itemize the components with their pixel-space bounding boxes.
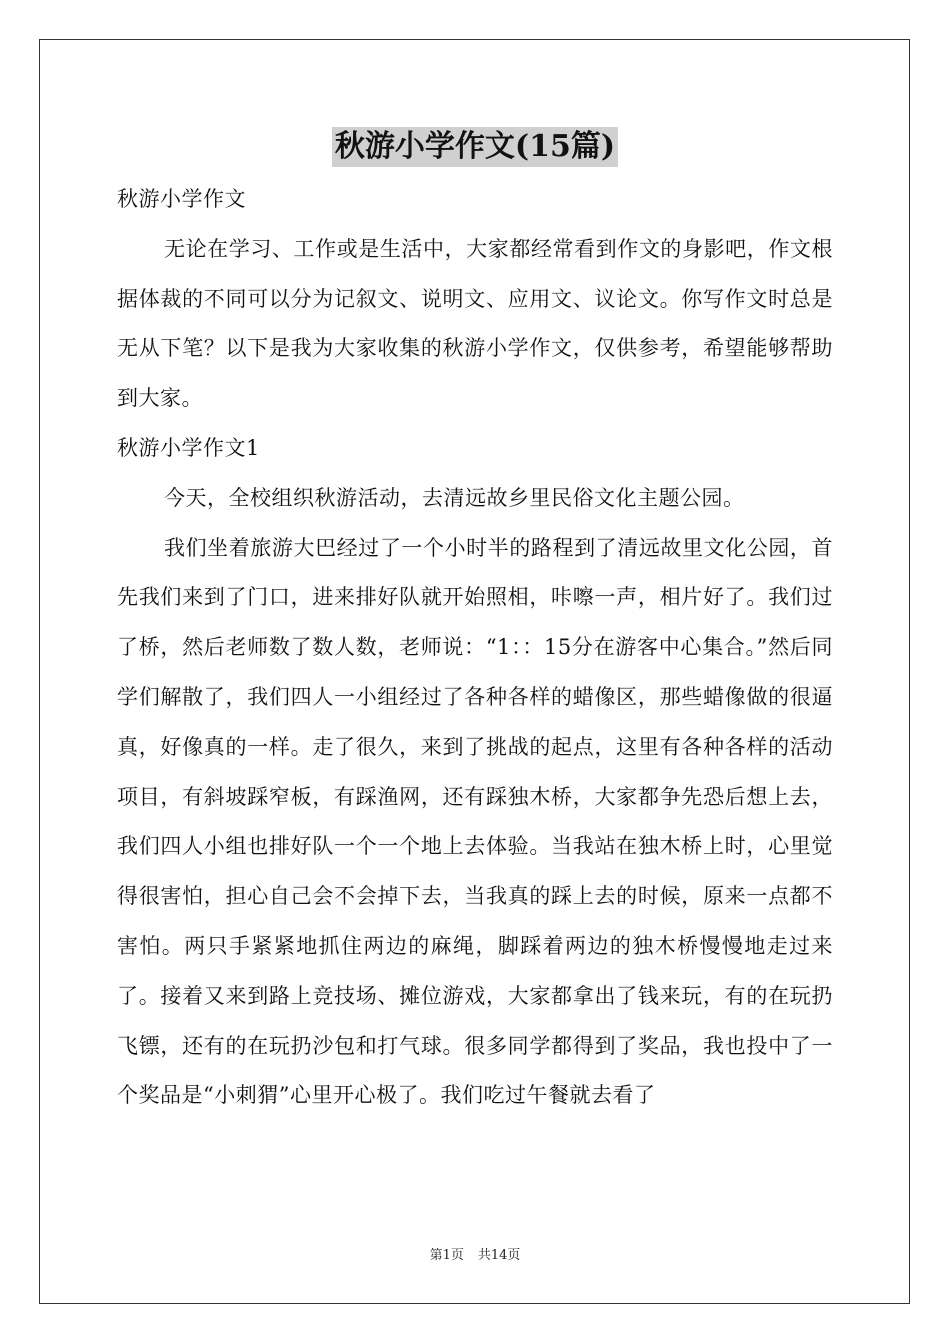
- paragraph-heading: 秋游小学作文: [117, 187, 246, 211]
- page-total: 共14页: [477, 1248, 521, 1263]
- document-body: [117, 175, 833, 1121]
- paragraph-section-heading: 秋游小学作文1: [117, 435, 260, 460]
- page-number: 第1页: [429, 1248, 464, 1263]
- title-wrap: [0, 127, 950, 167]
- paragraph-body-1: 今天，全校组织秋游活动，去清远故乡里民俗文化主题公园。: [164, 485, 745, 510]
- paragraph-intro: 无论在学习、工作或是生活中，大家都经常看到作文的身影吧，作文根据体裁的不同可以分为记叙文、说明文、应用文、议论文。你写作文时总是无从下笔？以下是我为大家收集的秋游小学作文，仅供参考，希望能够帮助到大家。: [117, 236, 833, 411]
- paragraph-body-2: 我们坐着旅游大巴经过了一个小时半的路程到了清远故里文化公园，首先我们来到了门口，进来排好队就开始照相，咔嚓一声，相片好了。我们过了桥，然后老师数了数人数，老师说：“1：：15分在游客中心集合。”然后同学们解散了，我们四人一小组经过了各种各样的蜡像区，那些蜡像做的很逼真，好像真的一样。走了很久，来到了挑战的起点，这里有各种各样的活动项目，有斜坡踩窄板，有踩渔网，还有踩独木桥，大家都争先恐后想上去，我们四人小组也排好队一个一个地上去体验。当我站在独木桥上时，心里觉得很害怕，担心自己会不会掉下去，当我真的踩上去的时候，原来一点都不害怕。两只手紧紧地抓住两边的麻绳，脚踩着两边的独木桥慢慢地走过来了。接着又来到路上竞技场、摊位游戏，大家都拿出了钱来玩，有的在玩扔飞镖，还有的在玩扔沙包和打气球。很多同学都得到了奖品，我也投中了一个奖品是“小刺猬”心里开心极了。我们吃过午餐就去看了: [117, 535, 833, 1108]
- page-footer: [0, 1244, 950, 1263]
- document-title: 秋游小学作文(15篇): [332, 127, 618, 167]
